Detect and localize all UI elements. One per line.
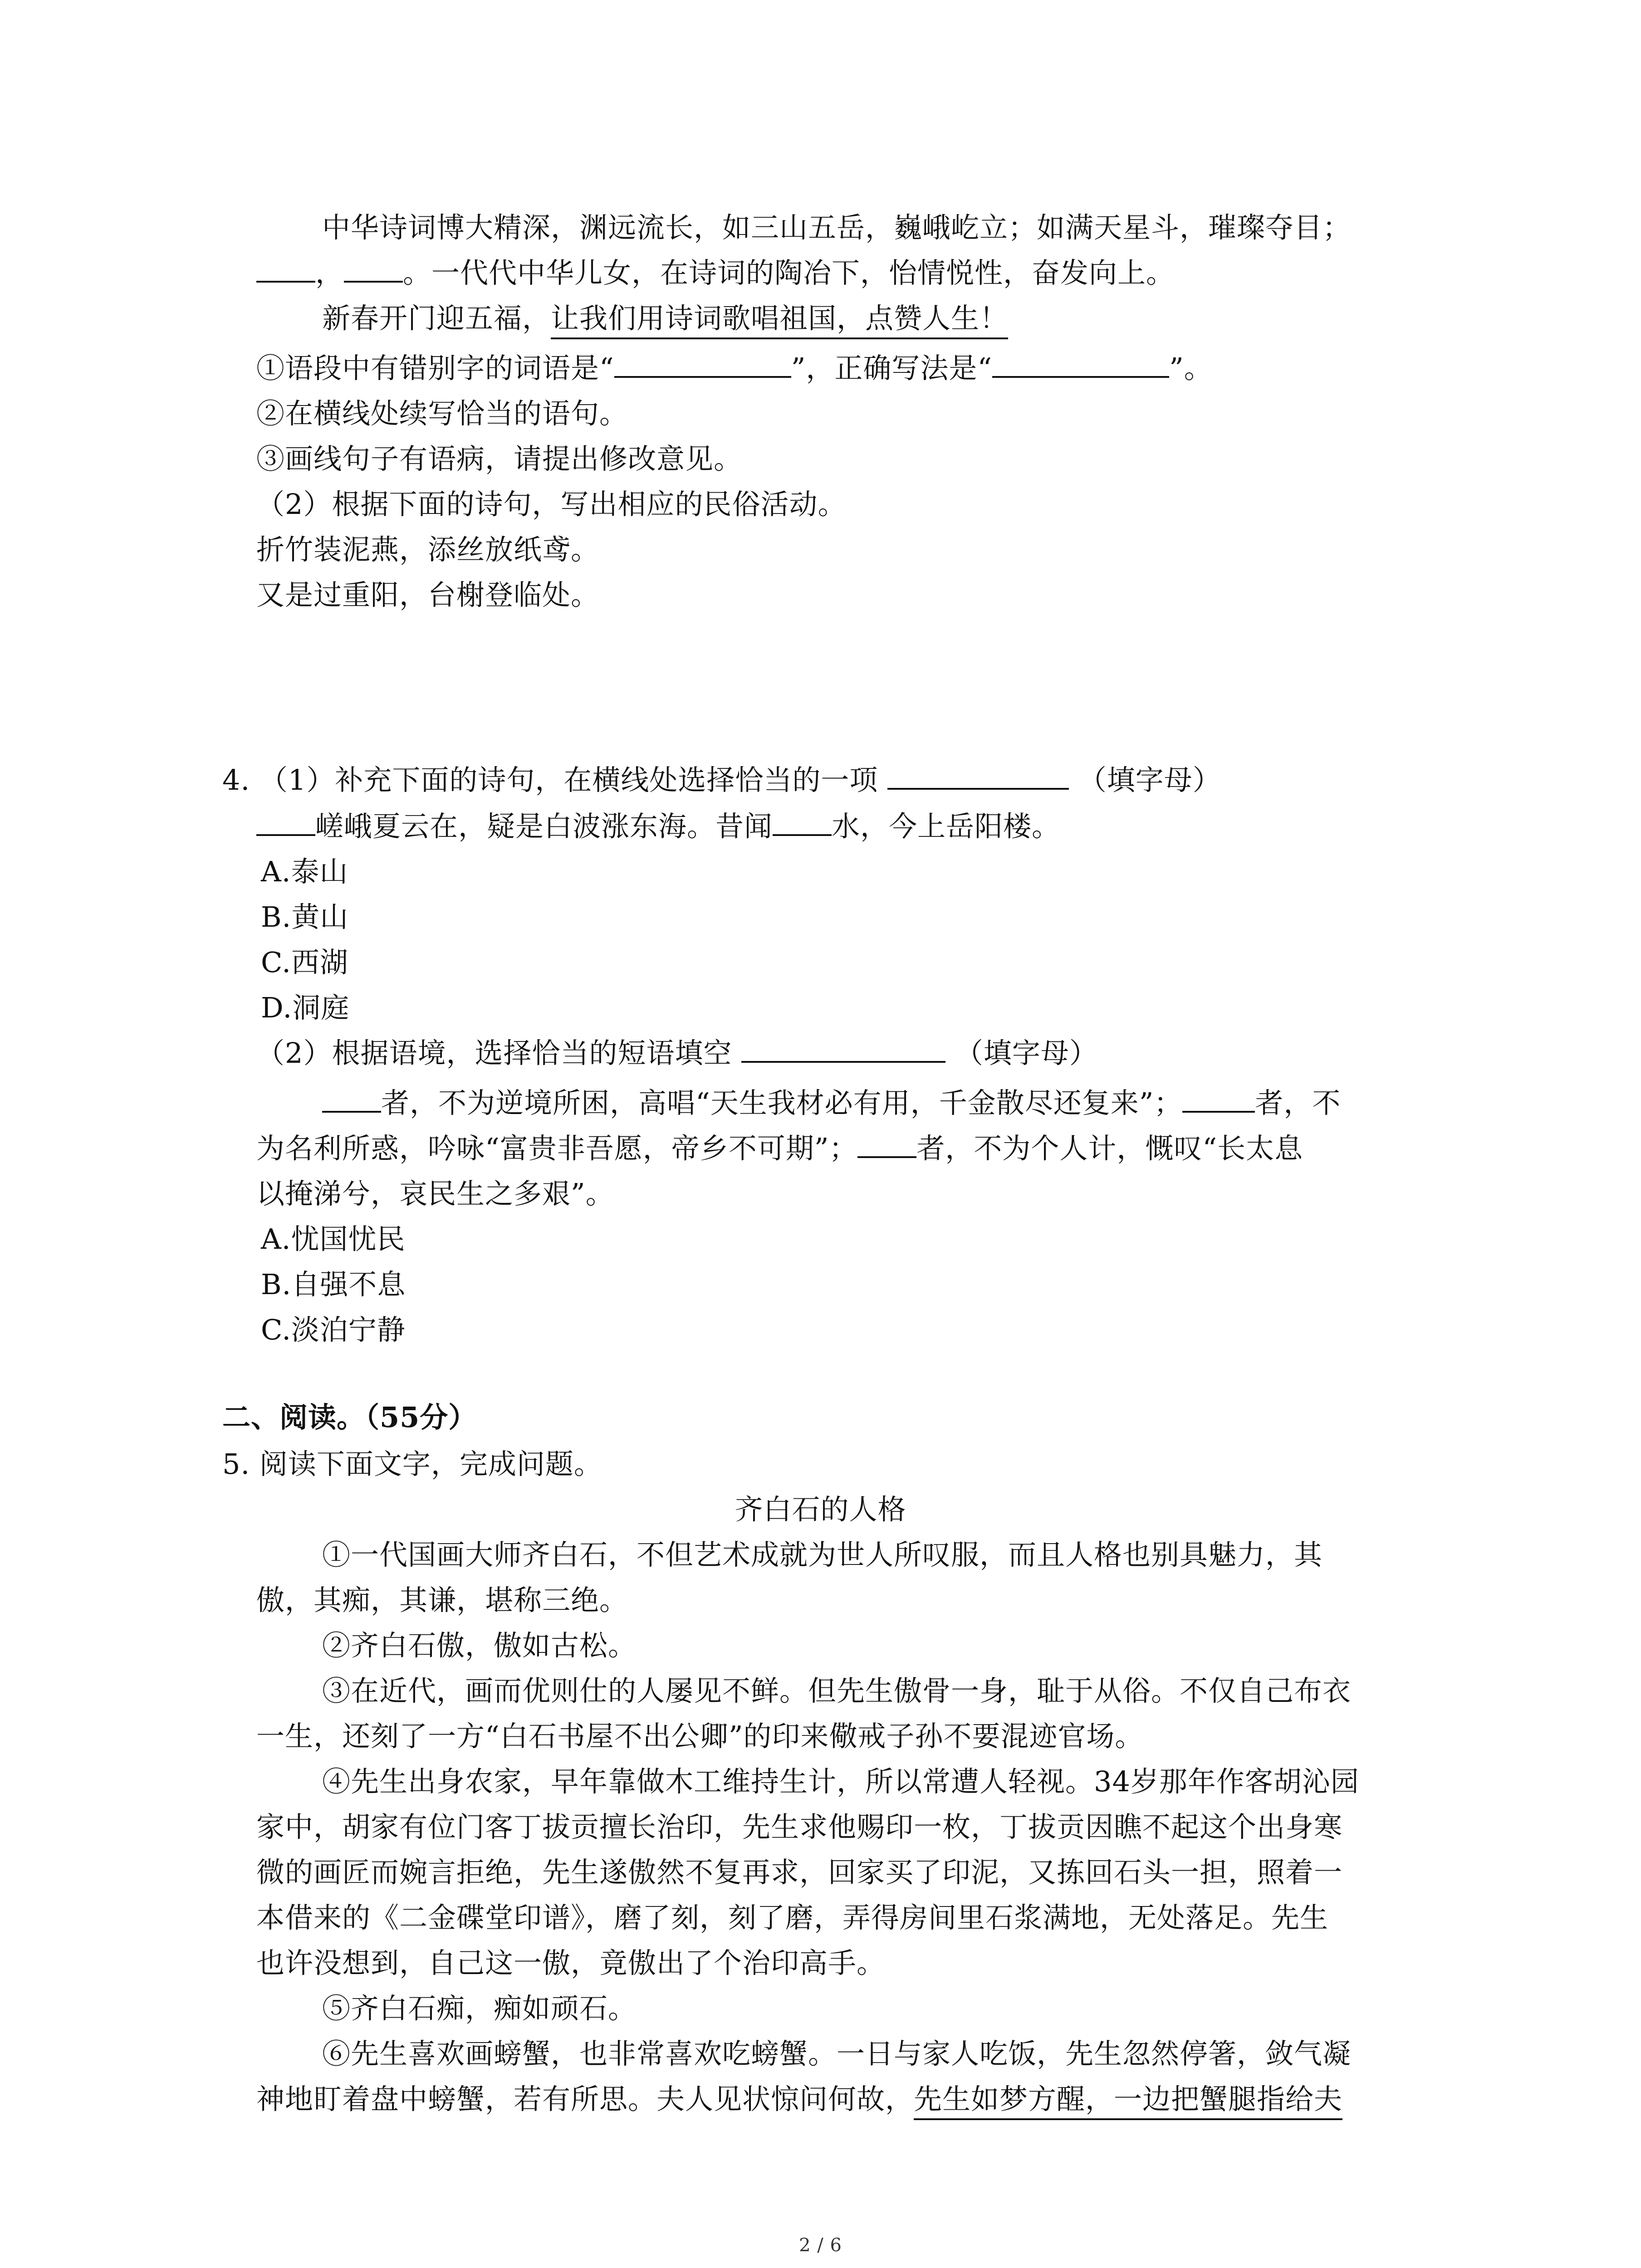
text-fragment: 新春开门迎五福， — [322, 302, 551, 335]
passage-line: ①一代国画大师齐白石，不但艺术成就为世人所叹服，而且人格也别具魅力，其 — [322, 1538, 1323, 1571]
page-number: 2 / 6 — [799, 2235, 842, 2256]
text-fragment: ”。 — [1169, 352, 1213, 385]
answer-blank[interactable] — [256, 257, 315, 283]
passage-line: ⑥先生喜欢画螃蟹，也非常喜欢吃螃蟹。一日与家人吃饭，先生忽然停箸，敛气凝 — [322, 2037, 1352, 2070]
text-fragment: （2）根据语境，选择恰当的短语填空 — [256, 1036, 732, 1070]
q3-item-2: ②在横线处续写恰当的语句。 — [256, 397, 628, 430]
q4-context-1 — [322, 1085, 1341, 1121]
q4-option2-c: C.淡泊宁静 — [261, 1313, 406, 1346]
text-fragment: 嵯峨夏云在，疑是白波涨东海。昔闻 — [315, 810, 773, 843]
q3-item-1 — [256, 350, 1213, 386]
answer-blank[interactable] — [614, 352, 791, 378]
answer-blank[interactable] — [857, 1133, 916, 1158]
text-fragment: 水，今上岳阳楼。 — [832, 810, 1061, 843]
text-fragment: 者，不为个人计，慨叹“长太息 — [916, 1132, 1303, 1165]
answer-blank[interactable] — [344, 257, 403, 283]
passage-line: 傲，其痴，其谦，堪称三绝。 — [256, 1584, 628, 1617]
answer-blank[interactable] — [773, 811, 832, 836]
intro-line-2 — [256, 255, 1175, 291]
answer-blank[interactable] — [322, 1087, 381, 1113]
answer-blank[interactable] — [1182, 1087, 1255, 1113]
q4-option-d: D.洞庭 — [261, 991, 350, 1024]
underlined-sentence: 让我们用诗词歌唱祖国，点赞人生！ — [551, 302, 1008, 339]
text-fragment: 神地盯着盘中螃蟹，若有所思。夫人见状惊问何故， — [256, 2082, 914, 2116]
poem-line-2: 又是过重阳，台榭登临处。 — [256, 578, 600, 611]
text-fragment: 为名利所惑，吟咏“富贵非吾愿，帝乡不可期”； — [256, 1132, 858, 1165]
q5-prompt: 5. 阅读下面文字，完成问题。 — [222, 1447, 603, 1481]
q4-poem — [256, 808, 1060, 845]
q3-part-2: （2）根据下面的诗句，写出相应的民俗活动。 — [256, 488, 847, 521]
intro-line-3 — [322, 300, 1008, 337]
q3-item-3: ③画线句子有语病，请提出修改意见。 — [256, 442, 743, 475]
passage-line: ④先生出身农家，早年靠做木工维持生计，所以常遭人轻视。34岁那年作客胡沁园 — [322, 1765, 1359, 1798]
q4-option-b: B.黄山 — [261, 900, 349, 934]
q4-part-2 — [256, 1035, 1098, 1071]
q4-context-2 — [256, 1130, 1303, 1167]
text-fragment: 者，不为逆境所困，高唱“天生我材必有用，千金散尽还复来”； — [381, 1086, 1183, 1119]
text-fragment: ”，正确写法是“ — [791, 352, 993, 385]
passage-line: ③在近代，画而优则仕的人屡见不鲜。但先生傲骨一身，耻于从俗。不仅自己布衣 — [322, 1674, 1352, 1707]
text-fragment: （填字母） — [955, 1036, 1098, 1070]
answer-blank[interactable] — [992, 352, 1169, 378]
text-fragment: 者，不 — [1255, 1086, 1341, 1119]
q4-option-c: C.西湖 — [261, 946, 348, 979]
passage-line: ②齐白石傲，傲如古松。 — [322, 1629, 637, 1662]
text-fragment: 。一代代中华儿女，在诗词的陶冶下，怡情悦性，奋发向上。 — [403, 256, 1175, 289]
question-number: 4. — [222, 763, 250, 797]
passage-line: ⑤齐白石痴，痴如顽石。 — [322, 1992, 637, 2025]
passage-line: 本借来的《二金碟堂印谱》，磨了刻，刻了磨，弄得房间里石浆满地，无处落足。先生 — [256, 1901, 1329, 1934]
underlined-sentence: 先生如梦方醒，一边把蟹腿指给夫 — [914, 2082, 1342, 2120]
q4-option2-b: B.自强不息 — [261, 1268, 406, 1301]
passage-line: 微的画匠而婉言拒绝，先生遂傲然不复再求，回家买了印泥，又拣回石头一担，照着一 — [256, 1856, 1343, 1889]
section-heading: 二、阅读。（55分） — [222, 1401, 477, 1434]
q4-option-a: A.泰山 — [261, 855, 348, 888]
text-fragment: （1）补充下面的诗句，在横线处选择恰当的一项 — [259, 763, 878, 797]
passage-line — [256, 2081, 1342, 2117]
answer-blank[interactable] — [256, 811, 315, 836]
q4-context-3: 以掩涕兮，哀民生之多艰”。 — [256, 1177, 614, 1210]
text-fragment: （填字母） — [1078, 763, 1221, 797]
q4-part-1 — [222, 762, 1221, 798]
text-fragment: ①语段中有错别字的词语是“ — [256, 352, 614, 385]
passage-line: 也许没想到，自己这一傲，竟傲出了个治印高手。 — [256, 1946, 886, 1980]
passage-line: 家中，胡家有位门客丁拔贡擅长治印，先生求他赐印一枚，丁拔贡因瞧不起这个出身寒 — [256, 1810, 1343, 1843]
intro-line-1: 中华诗词博大精深，渊远流长，如三山五岳，巍峨屹立；如满天星斗，璀璨夺目； — [322, 211, 1352, 244]
passage-title: 齐白石的人格 — [735, 1493, 906, 1526]
poem-line-1: 折竹装泥燕，添丝放纸鸢。 — [256, 533, 600, 566]
q4-option2-a: A.忧国忧民 — [261, 1222, 406, 1256]
answer-blank[interactable] — [887, 764, 1069, 790]
passage-line: 一生，还刻了一方“白石书屋不出公卿”的印来儆戒子孙不要混迹官场。 — [256, 1720, 1144, 1753]
text-fragment: ， — [315, 256, 344, 289]
answer-blank[interactable] — [741, 1037, 945, 1063]
